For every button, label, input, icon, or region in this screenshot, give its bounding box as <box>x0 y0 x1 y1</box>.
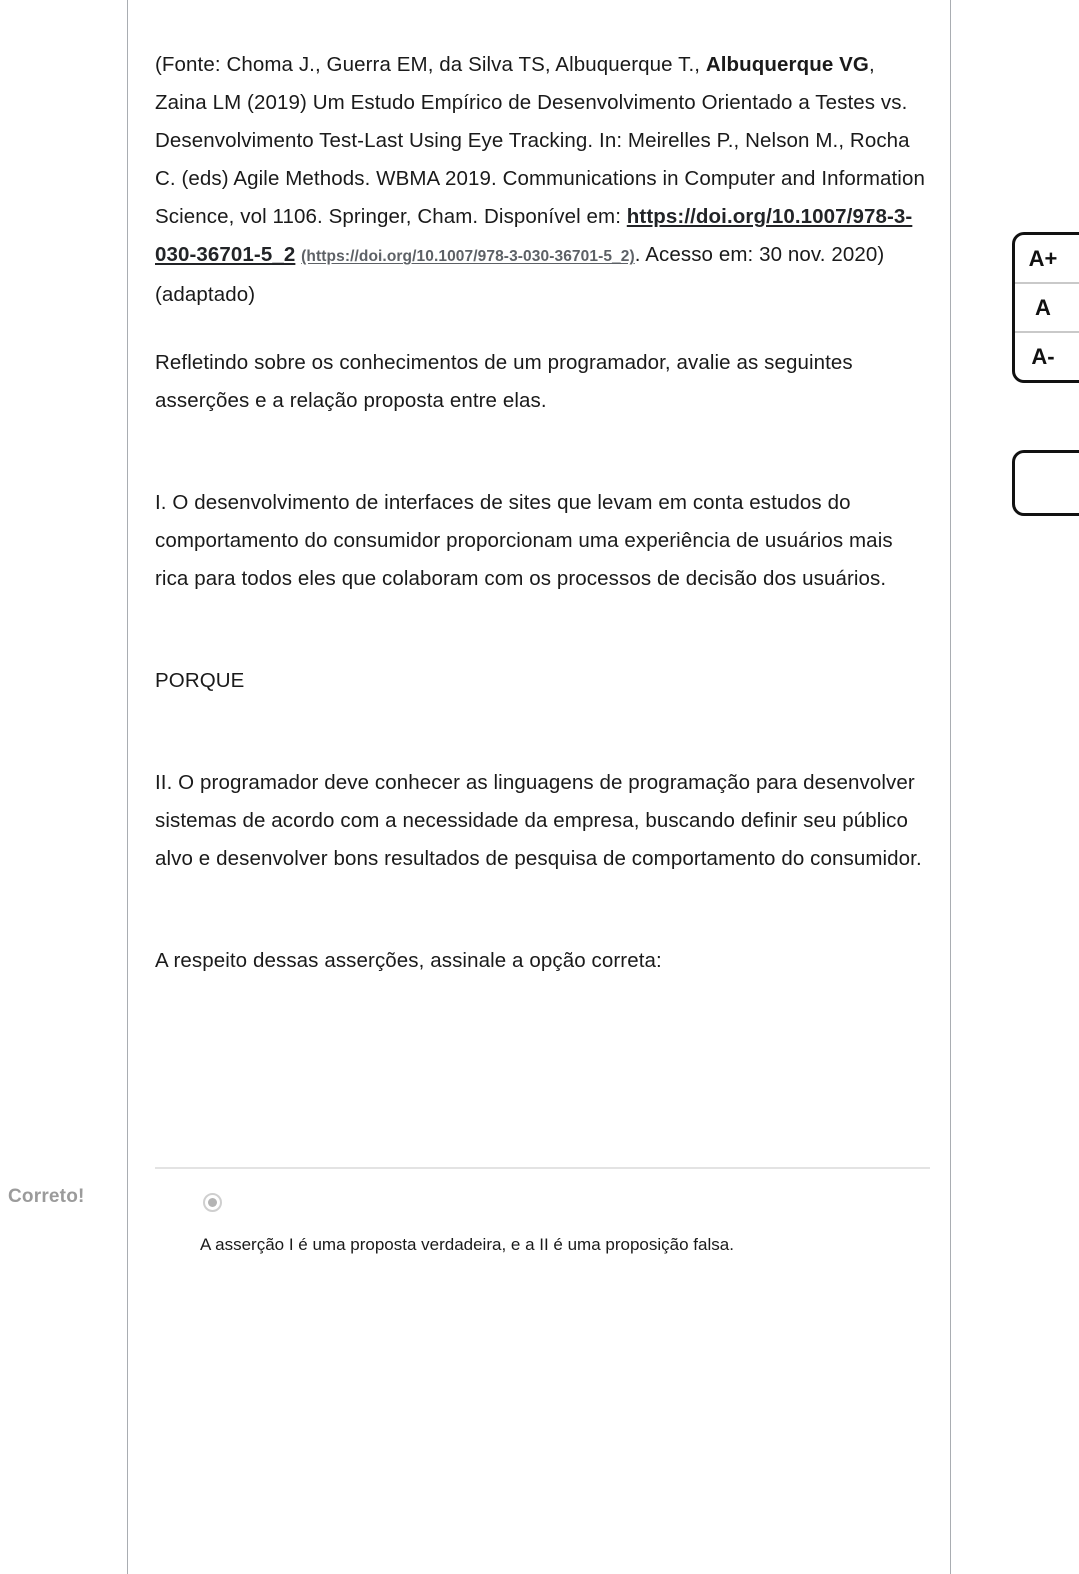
citation-middle: , Zaina LM (2019) Um Estudo Empírico de Desenvolvimento Orientado a Testes vs. Desenvolvimento Test-Last Using Eye Tracking. In: Meirelles P., Nelson M., Rocha C. (eds) Agile Methods. WBMA 2019. Communications in Computer and Information Science, vol 1106. Springer, Cham. Disponível em: <box>155 53 925 228</box>
source-citation-paragraph <box>155 46 930 314</box>
answer-separator <box>155 1167 930 1169</box>
citation-prefix: (Fonte: Choma J., Guerra EM, da Silva TS, Albuquerque T., <box>155 53 706 76</box>
content-divider-right <box>950 0 951 1574</box>
status-badge: Correto! <box>8 1186 85 1207</box>
answer-option-label: A asserção I é uma proposta verdadeira, e a II é uma proposição falsa. <box>200 1235 734 1254</box>
assertion-two: II. O programador deve conhecer as linguagens de programação para desenvolver sistemas de acordo com a necessidade da empresa, buscando definir seu público alvo e desenvolver bons resultados de pesquisa de comportamento do consumidor. <box>155 771 922 870</box>
font-size-widget <box>1012 232 1079 383</box>
doi-link-parenthetical[interactable]: (https://doi.org/10.1007/978-3-030-36701-5_2) <box>301 248 635 265</box>
font-size-decrease-button[interactable]: A- <box>1015 331 1079 380</box>
question-body <box>155 46 930 980</box>
side-panel-empty-box[interactable] <box>1012 450 1079 516</box>
assertion-one: I. O desenvolvimento de interfaces de sites que levam em conta estudos do comportamento do consumidor proporcionam uma experiência de usuários mais rica para todos eles que colaboram com os processos de decisão dos usuários. <box>155 491 893 590</box>
font-size-increase-button[interactable]: A+ <box>1028 246 1058 271</box>
doi-link[interactable]: https://doi.org/10.1007/978-3-030-36701-5_2 <box>155 205 913 266</box>
content-divider-left <box>127 0 128 1574</box>
citation-bold-author: Albuquerque VG <box>705 53 869 76</box>
radio-button-selected[interactable] <box>203 1193 222 1212</box>
citation-suffix: . Acesso em: 30 nov. 2020) <box>634 243 885 266</box>
question-instruction: Refletindo sobre os conhecimentos de um programador, avalie as seguintes asserções e a relação proposta entre elas. <box>155 351 853 412</box>
font-size-reset-button[interactable]: A <box>1015 282 1079 331</box>
closing-instruction: A respeito dessas asserções, assinale a opção correta: <box>155 949 662 972</box>
citation-adapted-note: (adaptado) <box>155 283 256 306</box>
assertion-connector: PORQUE <box>155 669 245 692</box>
